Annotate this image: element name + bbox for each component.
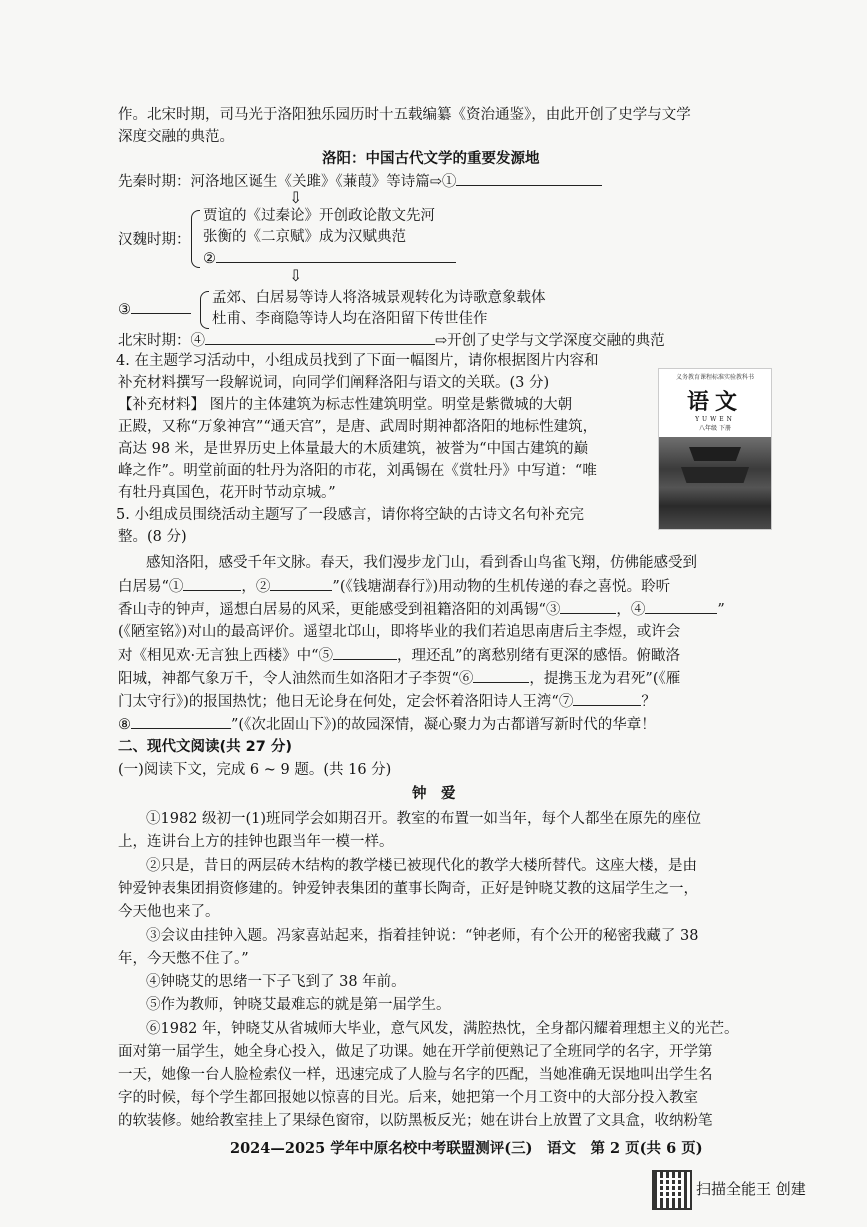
question-4: 4. 在主题学习活动中，小组成员找到了下面一幅图片，请你根据图片内容和 [116, 353, 599, 369]
text-line [118, 713, 656, 736]
seg: ”(《次北固山下》)的故园深情，凝心聚力为古都谱写新时代的华章！ [231, 717, 656, 733]
seg: 白居易“① [118, 579, 184, 595]
paragraph-line: 上，连讲台上方的挂钟也跟当年一模一样。 [118, 834, 394, 850]
xianqin-text: 先秦时期：河洛地区诞生《关雎》《蒹葭》等诗篇⇨① [118, 174, 457, 190]
text-line: 整。(8 分) [118, 529, 187, 545]
text-line: 峰之作”。明堂前面的牡丹为洛阳的市花，刘禹锡在《赏牡丹》中写道：“唯 [118, 463, 597, 479]
text-line: 作。北宋时期，司马光于洛阳独乐园历时十五载编纂《资治通鉴》，由此开创了史学与文学 [118, 107, 691, 123]
paragraph-line: 年，今天憋不住了。” [118, 951, 249, 967]
down-arrow-icon: ⇩ [289, 188, 303, 207]
book-grade: 八年级 下册 [699, 425, 731, 432]
paragraph-line: 的软装修。她给教室挂上了果绿色窗帘，以防黑板反光；她在讲台上放置了文具盒，收纳粉笔 [118, 1113, 713, 1129]
question-5: 5. 小组成员围绕活动主题写了一段感言，请你将空缺的古诗文名句补充完 [116, 507, 584, 523]
scanner-watermark: 扫描全能王 创建 [696, 1180, 806, 1198]
mingtang-photo [659, 437, 771, 529]
hanwei-label: 汉魏时期： [118, 232, 191, 248]
book-pinyin: YUWEN [695, 416, 735, 423]
hanwei-item: 贾谊的《过秦论》开创政论散文先河 [203, 208, 435, 224]
story-title: 钟 爱 [412, 786, 456, 802]
paragraph-line: ⑤作为教师，钟晓艾最难忘的就是第一届学生。 [146, 997, 451, 1013]
text-line [118, 690, 656, 713]
answer-blank-5-7[interactable] [573, 690, 641, 706]
paragraph-line: ③会议由挂钟入题。冯家喜站起来，指着挂钟说：“钟老师，有个公开的秘密我藏了 38 [146, 928, 699, 944]
roof-shape [689, 447, 741, 461]
brace-icon [200, 291, 209, 329]
seg: ，④ [616, 602, 646, 618]
answer-blank-5-5[interactable] [333, 644, 397, 660]
text-line: 正殿，又称“万象神宫”“通天宫”，是唐、武周时期神都洛阳的地标性建筑， [118, 419, 598, 435]
seg: ” [717, 602, 725, 618]
answer-blank-5-4[interactable] [645, 598, 717, 614]
qr-code-icon [652, 1170, 692, 1210]
paragraph-line: ①1982 级初一(1)班同学会如期召开。教室的布置一如当年，每个人都坐在原先的座位 [146, 811, 702, 827]
tang-item: 孟郊、白居易等诗人将洛城景观转化为诗歌意象载体 [212, 290, 546, 306]
text-line: (《陋室铭》)对山的最高评价。遥望北邙山，即将毕业的我们若追思南唐后主李煜，或许会 [118, 624, 681, 640]
text-line [118, 598, 725, 621]
answer-blank-5-3[interactable] [560, 598, 616, 614]
seg: ，提携玉龙为君死”(《雁 [529, 671, 681, 687]
answer-blank-4[interactable] [205, 329, 435, 345]
textbook-cover-image [658, 368, 772, 530]
book-title: 语文 [686, 390, 743, 415]
paragraph-line: 字的时候，每个学生都回报她以惊喜的目光。后来，她把第一个月工资中的大部分投入教室 [118, 1090, 698, 1106]
section-subheading: (一)阅读下文，完成 6 ~ 9 题。(共 16 分) [118, 762, 392, 778]
paragraph-line: ④钟晓艾的思绪一下子飞到了 38 年前。 [146, 974, 406, 990]
paragraph-line: ②只是，昔日的两层砖木结构的教学楼已被现代化的教学大楼所替代。这座大楼，是由 [146, 858, 697, 874]
text-line: 感知洛阳，感受千年文脉。春天，我们漫步龙门山，看到香山鸟雀飞翔，仿佛能感受到 [146, 555, 697, 571]
answer-blank-2[interactable] [216, 247, 456, 263]
seg: 阳城，神都气象万千，令人油然而生如洛阳才子李贺“⑥ [118, 671, 474, 687]
answer-blank-5-2[interactable] [270, 575, 332, 591]
seg: ？ [641, 694, 656, 710]
seg: 香山寺的钟声，遥想白居易的风采，更能感受到祖籍洛阳的刘禹锡“③ [118, 602, 561, 618]
tang-item: 杜甫、李商隐等诗人均在洛阳留下传世佳作 [212, 311, 488, 327]
page-footer: 2024—2025 学年中原名校中考联盟测评(三) 语文 第 2 页(共 6 页) [230, 1140, 703, 1157]
seg: ，② [241, 579, 271, 595]
seg: 门太守行》)的报国热忱；他日无论身在何处，定会怀着洛阳诗人王湾“⑦ [118, 694, 574, 710]
beisong-text: 北宋时期：④ [118, 333, 205, 349]
text-line [118, 644, 680, 667]
paragraph-line: 今天他也来了。 [118, 904, 220, 920]
tang-number: ③ [118, 302, 131, 318]
answer-blank-5-6[interactable] [473, 667, 529, 683]
answer-blank-5-1[interactable] [183, 575, 241, 591]
book-series: 义务教育课程标准实验教科书 [675, 374, 754, 381]
text-line: 深度交融的典范。 [118, 129, 234, 145]
beisong-tail: ⇨开创了史学与文学深度交融的典范 [435, 333, 665, 349]
beisong-line [118, 329, 665, 352]
seg: ，理还乱”的离愁别绪有更深的感悟。俯瞰洛 [397, 648, 680, 664]
brace-icon [191, 210, 200, 268]
answer-blank-3[interactable] [131, 298, 191, 314]
hanwei-number: ② [203, 251, 216, 267]
text-line: 【补充材料】 图片的主体建筑为标志性建筑明堂。明堂是紫微城的大朝 [118, 397, 573, 413]
answer-blank-5-8[interactable] [131, 713, 231, 729]
paragraph-line: 面对第一届学生，她全身心投入，做足了功课。她在开学前便熟记了全班同学的名字，开学第 [118, 1044, 713, 1060]
tang-label [118, 298, 191, 321]
hanwei-item [203, 247, 456, 270]
text-line: 高达 98 米，是世界历史上体量最大的木质建筑，被誉为“中国古建筑的巅 [118, 441, 589, 457]
text-line: 补充材料撰写一段解说词，向同学们阐释洛阳与语文的关联。(3 分) [118, 375, 550, 391]
down-arrow-icon: ⇩ [289, 266, 303, 285]
seg: 对《相见欢·无言独上西楼》中“⑤ [118, 648, 334, 664]
chart-title: 洛阳：中国古代文学的重要发源地 [322, 151, 540, 167]
text-line [118, 575, 670, 598]
seg: ⑧ [118, 717, 131, 733]
paragraph-line: 一天，她像一台人脸检索仪一样，迅速完成了人脸与名字的匹配，当她准确无误地叫出学生名 [118, 1067, 713, 1083]
answer-blank-1[interactable] [456, 170, 602, 186]
roof-shape [681, 467, 749, 483]
text-line [118, 667, 680, 690]
seg: ”(《钱塘湖春行》)用动物的生机传递的春之喜悦。聆听 [332, 579, 671, 595]
paragraph-line: 钟爱钟表集团捐资修建的。钟爱钟表集团的董事长陶奇，正好是钟晓艾教的这届学生之一， [118, 881, 698, 897]
section-heading: 二、现代文阅读(共 27 分) [118, 739, 293, 755]
hanwei-item: 张衡的《二京赋》成为汉赋典范 [203, 229, 406, 245]
text-line: 有牡丹真国色，花开时节动京城。” [118, 485, 336, 501]
xianqin-line [118, 170, 602, 193]
paragraph-line: ⑥1982 年，钟晓艾从省城师大毕业，意气风发，满腔热忱，全身都闪耀着理想主义的光芒。 [146, 1021, 739, 1037]
